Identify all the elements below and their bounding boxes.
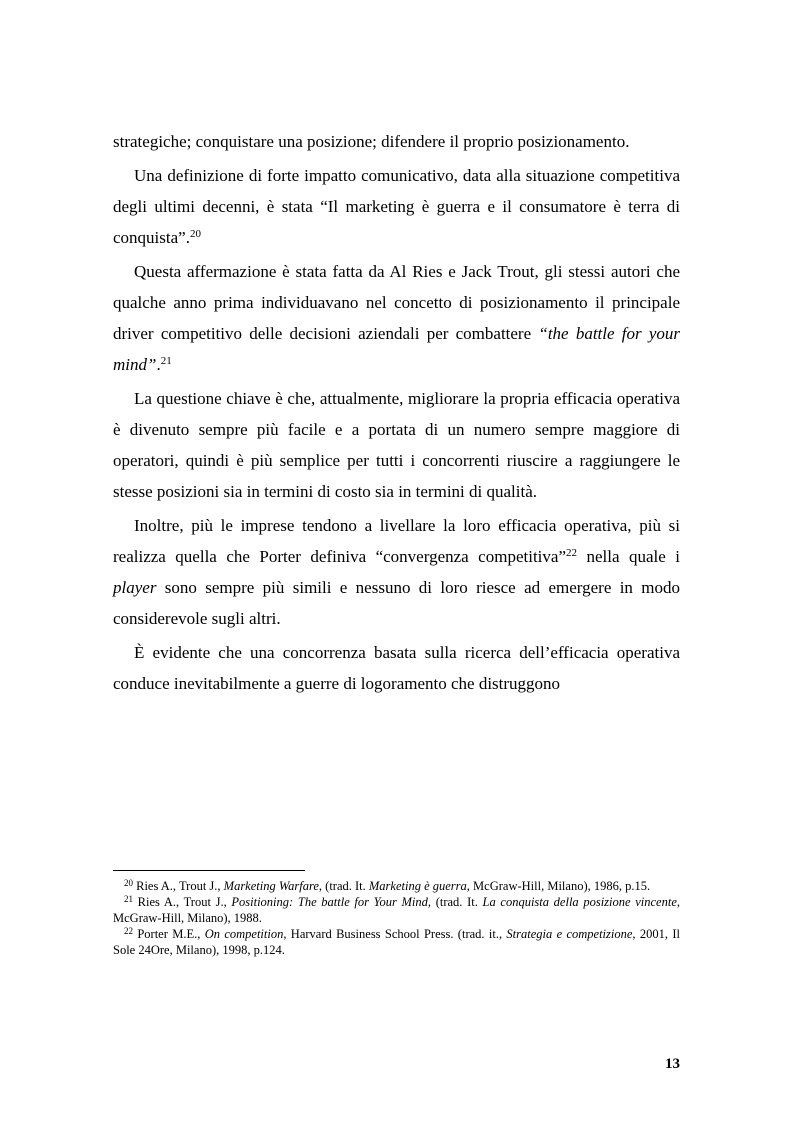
footnote-title: Strategia e competizione bbox=[506, 927, 633, 941]
footnote-number: 20 bbox=[124, 878, 133, 888]
footnote-text: , McGraw-Hill, Milano), 1986, p.15. bbox=[466, 879, 651, 893]
paragraph-5 bbox=[113, 510, 680, 634]
footnote-ref-20[interactable]: 20 bbox=[189, 228, 201, 240]
page-number: 13 bbox=[665, 1056, 680, 1072]
paragraph-5-italic: player bbox=[113, 578, 157, 597]
footnote-number: 22 bbox=[124, 926, 133, 936]
paragraph-2 bbox=[113, 160, 680, 253]
paragraph-4-text: La questione chiave è che, attualmente, migliorare la propria efficacia operativa è divenuto sempre più facile e a portata di un numero sempre maggiore di operatori, quindi è più semplice per tutti i concorrenti riuscire a raggiungere le stesse posizioni sia in termini di costo sia in termini di qualità. bbox=[113, 389, 680, 501]
footnote-21 bbox=[113, 894, 680, 926]
paragraph-5-text-a: Inoltre, più le imprese tendono a livellare la loro efficacia operativa, più si realizza quella che Porter definiva “convergenza competitiva” bbox=[113, 516, 680, 566]
footnote-title: On competition bbox=[204, 927, 284, 941]
footnote-title: La conquista della posizione vincente bbox=[482, 895, 677, 909]
footnote-text: (trad. It. bbox=[431, 895, 483, 909]
footnote-ref-21[interactable]: 21 bbox=[160, 355, 172, 367]
footnote-22 bbox=[113, 926, 680, 958]
footnote-title: Positioning: The battle for Your Mind, bbox=[231, 895, 432, 909]
footnote-text: (trad. It. bbox=[322, 879, 369, 893]
paragraph-5-text-c: sono sempre più simili e nessuno di loro riesce ad emergere in modo considerevole sugli altri. bbox=[113, 578, 680, 628]
paragraph-3-text-a: Questa affermazione è stata fatta da Al Ries e Jack Trout, gli stessi autori che qualche anno prima individuavano nel concetto di posizionamento il principale driver competitivo delle decisioni aziendali per combattere bbox=[113, 262, 680, 343]
paragraph-6-text: È evidente che una concorrenza basata sulla ricerca dell’efficacia operativa conduce inevitabilmente a guerre di logoramento che distruggono bbox=[113, 643, 680, 693]
paragraph-3 bbox=[113, 256, 680, 380]
footnote-text: , McGraw-Hill, Milano), 1988. bbox=[113, 895, 681, 925]
footnote-20 bbox=[113, 878, 680, 894]
footnote-title: Marketing è guerra bbox=[368, 879, 467, 893]
paragraph-2-text: Una definizione di forte impatto comunicativo, data alla situazione competitiva degli ultimi decenni, è stata “Il marketing è guerra e il consumatore è terra di conquista”. bbox=[113, 166, 680, 247]
paragraph-5-text-b: nella quale i bbox=[576, 547, 680, 566]
paragraph-1 bbox=[113, 126, 680, 157]
paragraph-1-text: strategiche; conquistare una posizione; difendere il proprio posizionamento. bbox=[113, 132, 630, 151]
footnote-text: , Harvard Business School Press. (trad. it., bbox=[283, 927, 507, 941]
body-text bbox=[113, 126, 680, 702]
footnote-text: , 2001, Il Sole 24Ore, Milano), 1998, p.124. bbox=[113, 927, 680, 957]
footnote-divider bbox=[113, 870, 305, 871]
footnote-text: Ries A., Trout J., bbox=[133, 879, 224, 893]
footnote-number: 21 bbox=[124, 894, 133, 904]
footnote-text: Porter M.E., bbox=[133, 927, 205, 941]
paragraph-3-italic: “the battle for your mind” bbox=[113, 324, 680, 374]
footnotes bbox=[113, 878, 680, 958]
paragraph-3-text-b: . bbox=[156, 355, 161, 374]
footnote-text: Ries A., Trout J., bbox=[133, 895, 232, 909]
footnote-title: Marketing Warfare, bbox=[223, 879, 323, 893]
footnote-ref-22[interactable]: 22 bbox=[565, 547, 577, 559]
paragraph-6 bbox=[113, 637, 680, 699]
paragraph-4 bbox=[113, 383, 680, 507]
